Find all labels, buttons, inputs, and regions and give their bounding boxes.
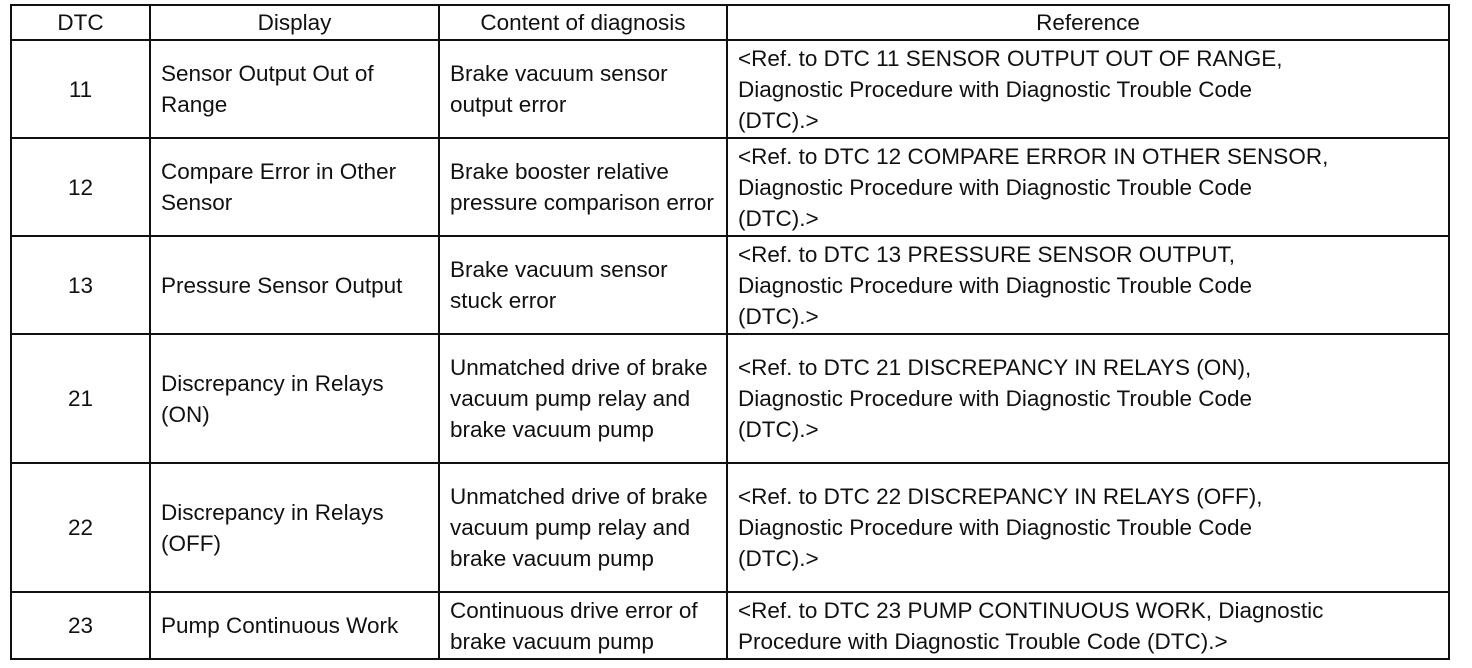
display-name: Discrepancy in Relays (ON) [150, 334, 439, 463]
table-row [11, 236, 1449, 334]
diagnosis-content: Unmatched drive of brake vacuum pump relay and brake vacuum pump [439, 334, 727, 463]
display-name: Sensor Output Out of Range [150, 40, 439, 138]
reference-text: (DTC).> [738, 417, 819, 442]
reference-text: (DTC).> [738, 205, 819, 231]
reference-text: Diagnostic Procedure with Diagnostic Trouble Code [738, 174, 1253, 200]
header-dtc: DTC [11, 5, 150, 40]
table-row [11, 334, 1449, 463]
diagnosis-content: Unmatched drive of brake vacuum pump relay and brake vacuum pump [439, 463, 727, 592]
display-name: Discrepancy in Relays (OFF) [150, 463, 439, 592]
header-content: Content of diagnosis [439, 5, 727, 40]
dtc-code: 11 [11, 40, 150, 138]
reference-text: Diagnostic Procedure with Diagnostic Trouble Code [738, 515, 1253, 540]
table-row [11, 40, 1449, 138]
dtc-table [10, 4, 1450, 660]
dtc-code: 23 [11, 592, 150, 659]
dtc-code: 22 [11, 463, 150, 592]
dtc-code: 21 [11, 334, 150, 463]
header-row [11, 5, 1449, 40]
reference-text: <Ref. to DTC 12 COMPARE ERROR IN OTHER SENSOR, [738, 143, 1329, 169]
reference-text: Diagnostic Procedure with Diagnostic Trouble Code [738, 76, 1253, 102]
reference-text: Procedure with Diagnostic Trouble Code (DTC).> [738, 628, 1228, 654]
table-body [11, 40, 1449, 659]
reference-cell [727, 236, 1449, 334]
reference-cell [727, 138, 1449, 236]
reference-cell [727, 334, 1449, 463]
header-reference: Reference [727, 5, 1449, 40]
display-name: Pressure Sensor Output [150, 236, 439, 334]
table-row [11, 138, 1449, 236]
reference-cell [727, 463, 1449, 592]
reference-text: (DTC).> [738, 107, 819, 133]
reference-text: (DTC).> [738, 546, 819, 571]
diagnosis-content: Continuous drive error of brake vacuum pump [439, 592, 727, 659]
reference-text: <Ref. to DTC 11 SENSOR OUTPUT OUT OF RANGE, [738, 45, 1283, 71]
reference-text: (DTC).> [738, 303, 819, 329]
table-row [11, 592, 1449, 659]
table-row [11, 463, 1449, 592]
reference-text: <Ref. to DTC 21 DISCREPANCY IN RELAYS (ON), [738, 355, 1252, 380]
dtc-code: 13 [11, 236, 150, 334]
diagnosis-content: Brake vacuum sensor stuck error [439, 236, 727, 334]
display-name: Pump Continuous Work [150, 592, 439, 659]
display-name: Compare Error in Other Sensor [150, 138, 439, 236]
diagnosis-content: Brake booster relative pressure comparison error [439, 138, 727, 236]
reference-text: <Ref. to DTC 23 PUMP CONTINUOUS WORK, Diagnostic [738, 597, 1324, 623]
reference-text: <Ref. to DTC 22 DISCREPANCY IN RELAYS (OFF), [738, 484, 1263, 509]
reference-text: Diagnostic Procedure with Diagnostic Trouble Code [738, 272, 1253, 298]
reference-text: <Ref. to DTC 13 PRESSURE SENSOR OUTPUT, [738, 241, 1235, 267]
reference-cell [727, 592, 1449, 659]
table-header [11, 5, 1449, 40]
diagnosis-content: Brake vacuum sensor output error [439, 40, 727, 138]
header-display: Display [150, 5, 439, 40]
reference-text: Diagnostic Procedure with Diagnostic Trouble Code [738, 386, 1253, 411]
dtc-code: 12 [11, 138, 150, 236]
reference-cell [727, 40, 1449, 138]
